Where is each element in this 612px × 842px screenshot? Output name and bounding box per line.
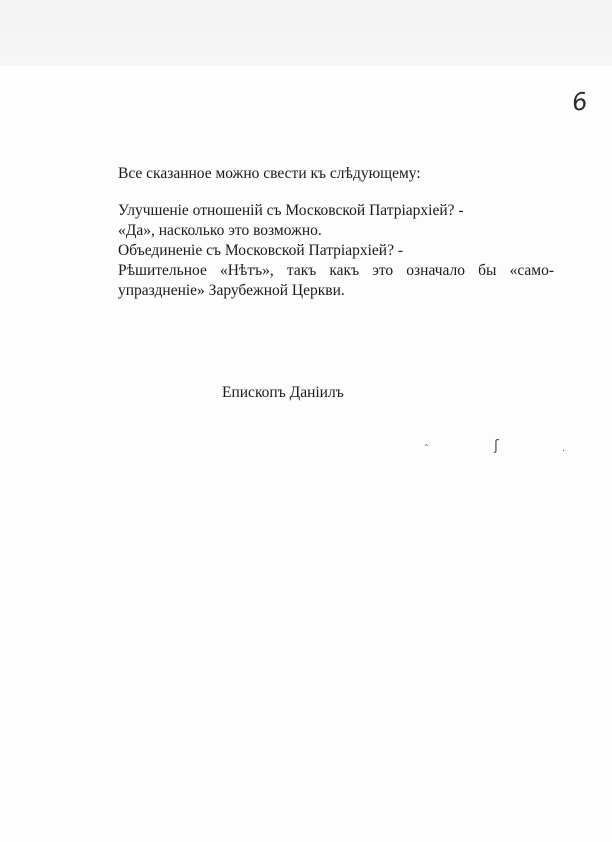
intro-line: Все сказанное можно свести къ слѣдующему: [118,165,421,182]
scan-speck: ˆ [424,444,429,455]
scan-top-band [0,0,612,66]
text-line-2: «Да», насколько это возможно. [118,222,322,239]
text-line-1: Улучшеніе отношеній съ Московской Патріархіей? - [118,202,464,219]
scan-speck: ʃ [494,438,499,454]
text-line-5: упраздненіе» Зарубежной Церкви. [118,282,345,299]
text-line-3: Объединеніе съ Московской Патріархіей? - [118,242,404,259]
body-text [118,164,554,301]
signature-line: Епископъ Даніилъ [222,384,344,401]
handwritten-page-number: 6 [570,87,590,117]
scan-speck: · [562,446,566,457]
text-line-4: Рѣшительное «Нѣтъ», такъ какъ это означало бы «само- [118,262,554,279]
